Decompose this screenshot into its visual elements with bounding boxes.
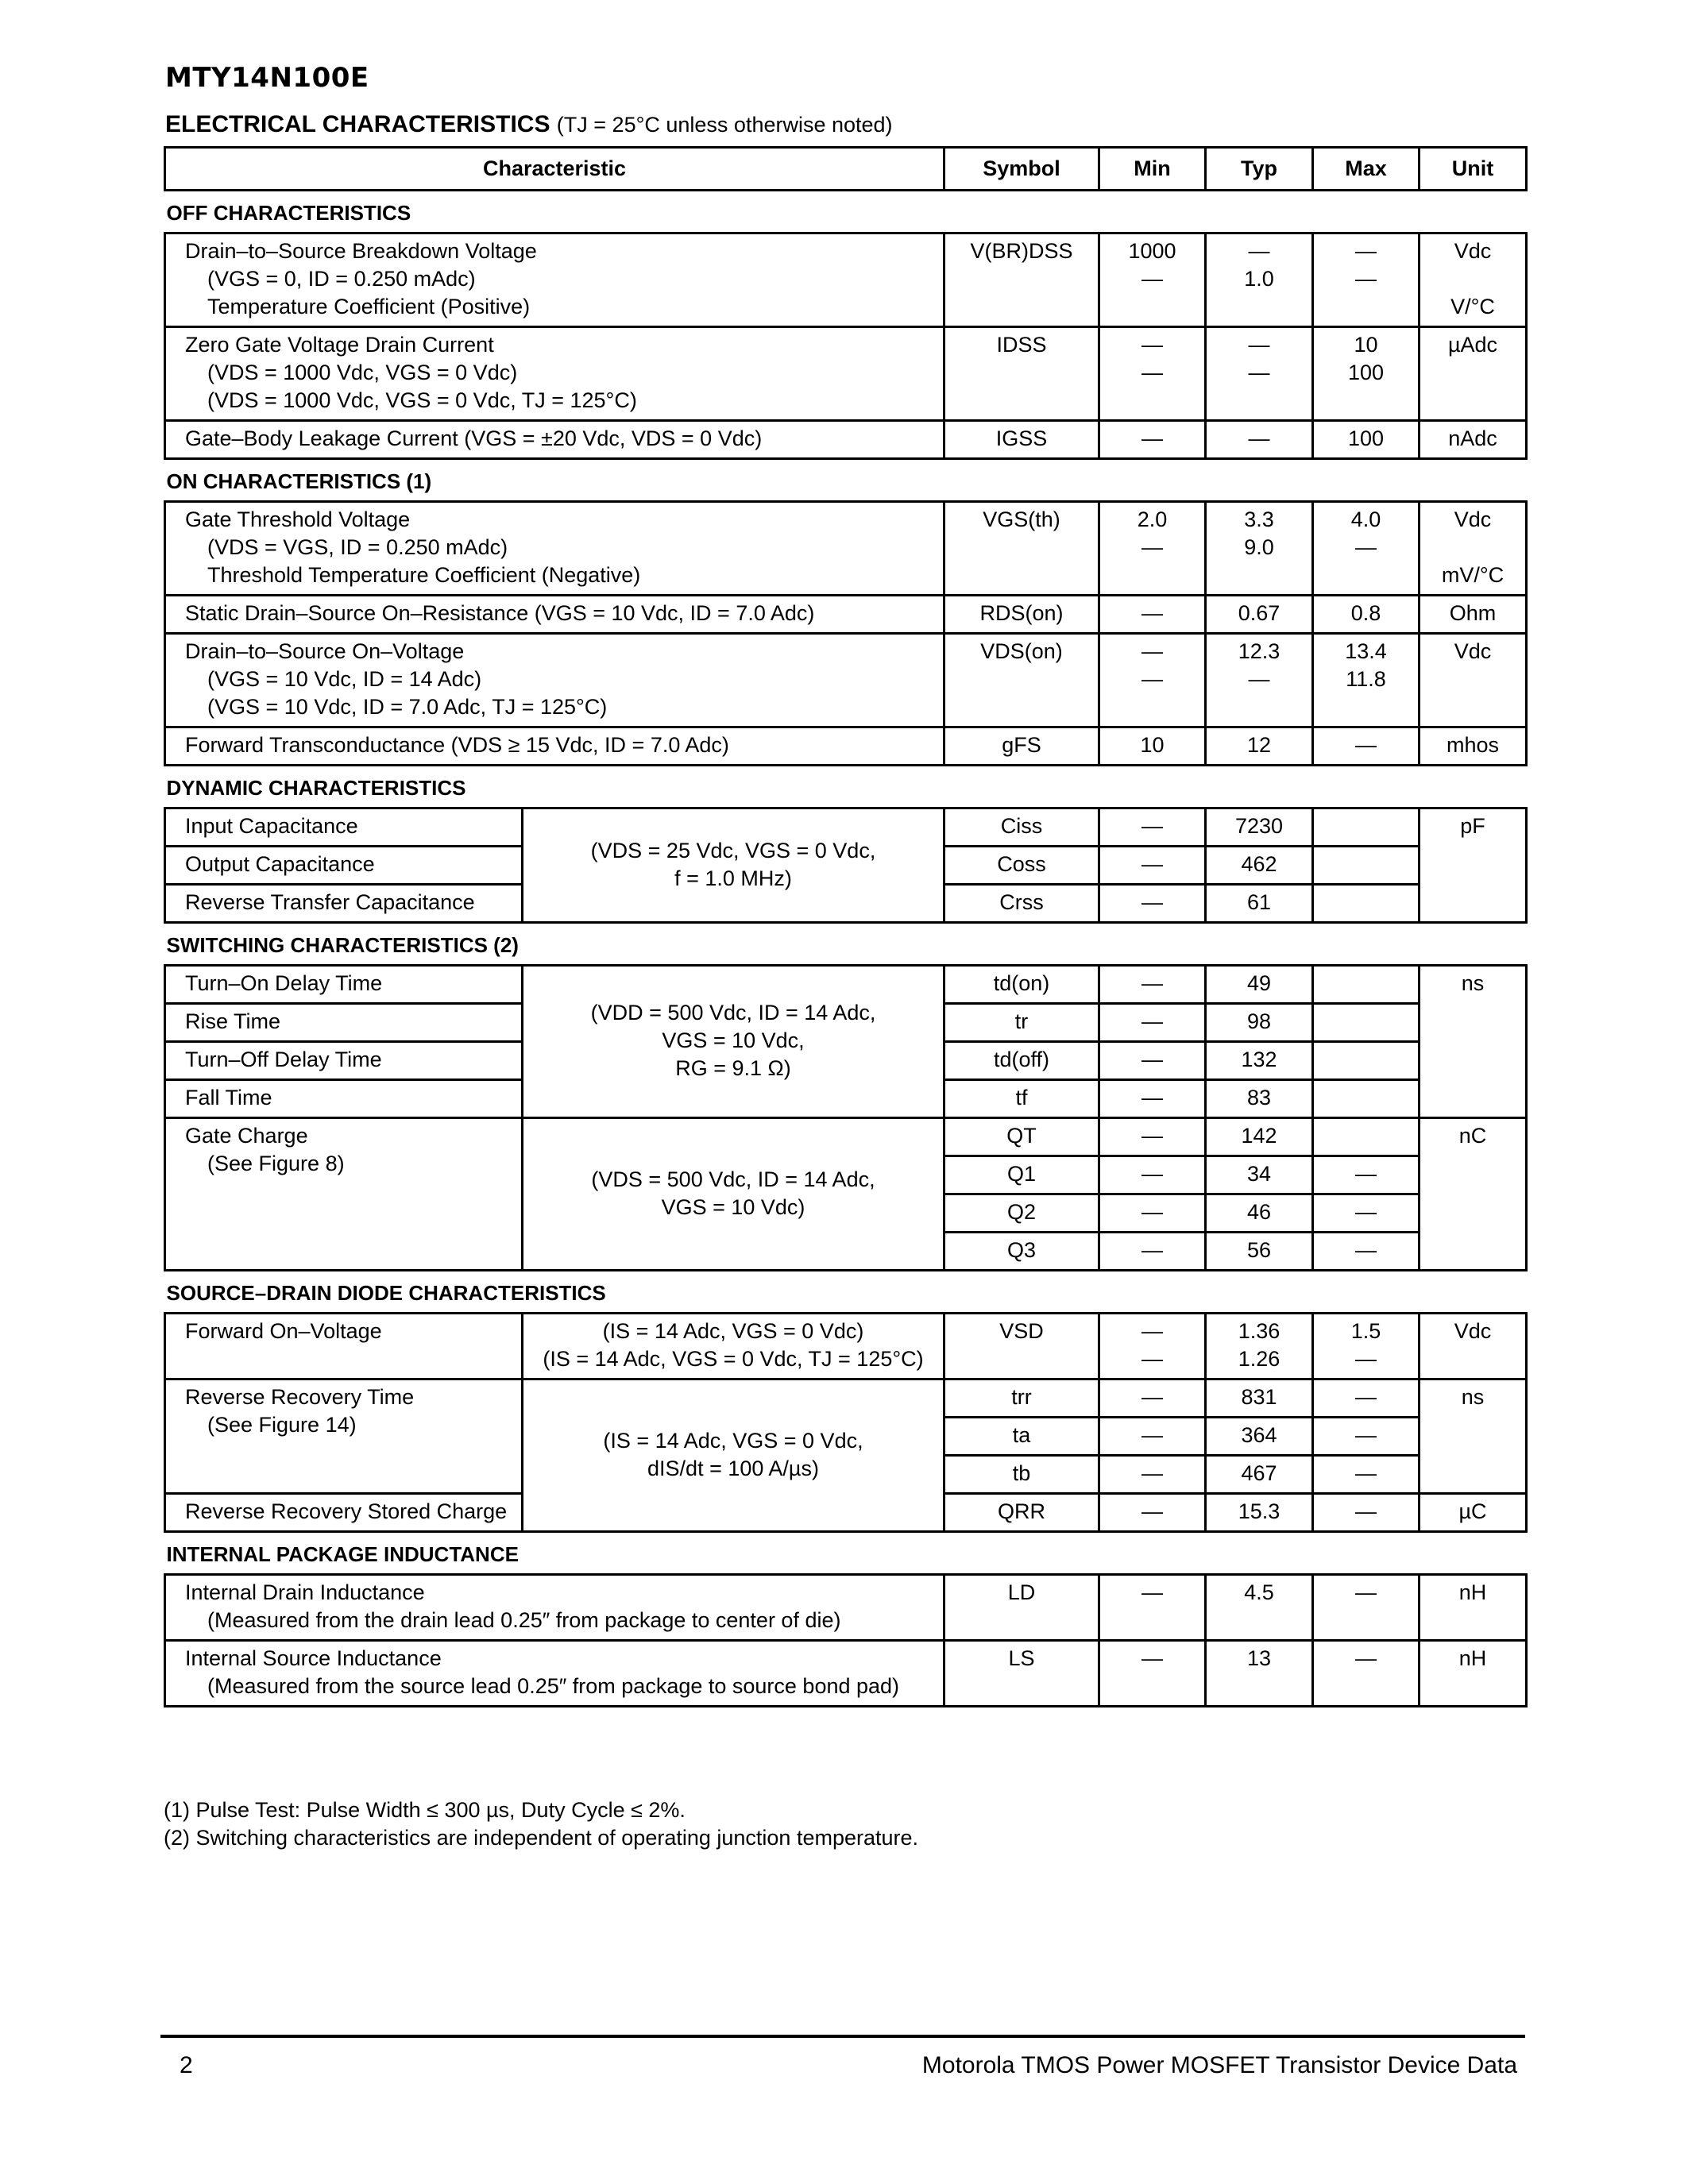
- char-name: Output Capacitance: [165, 847, 523, 885]
- footer-text: Motorola TMOS Power MOSFET Transistor Device Data: [921, 2052, 1517, 2078]
- condition-line: VGS = 10 Vdc): [661, 1194, 805, 1219]
- max-cell: [1313, 847, 1420, 885]
- max-cell: [1313, 1080, 1420, 1118]
- value: 1000: [1128, 239, 1176, 263]
- char-name: Gate Threshold Voltage: [185, 507, 411, 531]
- symbol-cell: Q3: [944, 1233, 1099, 1271]
- char-name: Zero Gate Voltage Drain Current: [185, 333, 494, 357]
- typ-cell: 56: [1206, 1233, 1313, 1271]
- min-cell: —: [1099, 1194, 1206, 1233]
- char-name: Input Capacitance: [165, 808, 523, 847]
- symbol-cell: Q2: [944, 1194, 1099, 1233]
- part-number: MTY14N100E: [165, 62, 369, 94]
- symbol-cell: Q1: [944, 1156, 1099, 1194]
- min-cell: —: [1099, 1118, 1206, 1156]
- section-row-dynamic: [165, 766, 1527, 808]
- min-cell: —: [1099, 1456, 1206, 1494]
- symbol-cell: V(BR)DSS: [944, 233, 1099, 327]
- char-condition: Temperature Coefficient (Positive): [207, 295, 531, 318]
- section-row-off: [165, 191, 1527, 233]
- min-cell: [1099, 502, 1206, 596]
- symbol-cell: trr: [944, 1379, 1099, 1418]
- char-note: (See Figure 14): [207, 1413, 357, 1437]
- table-row: [165, 727, 1527, 766]
- char-name: Turn–On Delay Time: [165, 966, 523, 1004]
- section-title: SWITCHING CHARACTERISTICS (2): [165, 923, 1527, 966]
- table-row: [165, 1314, 1527, 1379]
- test-condition-cell: [523, 808, 944, 923]
- char-condition: (VGS = 10 Vdc, ID = 14 Adc): [207, 667, 482, 691]
- char-name: Rise Time: [165, 1004, 523, 1042]
- char-condition: (VGS = 0, ID = 0.250 mAdc): [207, 267, 476, 291]
- table-row: [165, 421, 1527, 459]
- typ-cell: —: [1206, 421, 1313, 459]
- value: —: [1141, 361, 1163, 384]
- section-row-source-drain: [165, 1271, 1527, 1314]
- condition-line: (IS = 14 Adc, VGS = 0 Vdc, TJ = 125°C): [543, 1347, 924, 1371]
- electrical-characteristics-table: [164, 146, 1528, 1707]
- min-cell: —: [1099, 1233, 1206, 1271]
- footnotes: [164, 1796, 918, 1852]
- value: —: [1141, 333, 1163, 357]
- value: Vdc: [1454, 507, 1492, 531]
- min-cell: [1099, 233, 1206, 327]
- max-cell: —: [1313, 1156, 1420, 1194]
- min-cell: —: [1099, 1575, 1206, 1641]
- unit-cell: ns: [1420, 1379, 1527, 1494]
- col-header-max: Max: [1313, 148, 1420, 191]
- max-cell: —: [1313, 1418, 1420, 1456]
- char-condition: (VDS = 1000 Vdc, VGS = 0 Vdc, TJ = 125°C): [207, 388, 637, 412]
- min-cell: —: [1099, 1156, 1206, 1194]
- typ-cell: 83: [1206, 1080, 1313, 1118]
- value: Vdc: [1454, 239, 1492, 263]
- value: 1.36: [1238, 1319, 1280, 1343]
- unit-cell: nH: [1420, 1575, 1527, 1641]
- min-cell: 10: [1099, 727, 1206, 766]
- section-title: DYNAMIC CHARACTERISTICS: [165, 766, 1527, 808]
- value: 11.8: [1346, 667, 1386, 691]
- max-cell: —: [1313, 727, 1420, 766]
- typ-cell: 0.67: [1206, 596, 1313, 634]
- char-name: Internal Drain Inductance: [185, 1580, 425, 1604]
- table-row: [165, 1118, 1527, 1156]
- unit-cell: Vdc: [1420, 634, 1527, 727]
- max-cell: [1313, 327, 1420, 421]
- min-cell: —: [1099, 1379, 1206, 1418]
- max-cell: —: [1313, 1456, 1420, 1494]
- typ-cell: 61: [1206, 885, 1313, 923]
- condition-line: RG = 9.1 Ω): [675, 1056, 791, 1080]
- value: —: [1141, 667, 1163, 691]
- min-cell: [1099, 1314, 1206, 1379]
- symbol-cell: QT: [944, 1118, 1099, 1156]
- value: —: [1355, 1347, 1377, 1371]
- symbol-cell: LS: [944, 1641, 1099, 1707]
- value: —: [1355, 535, 1377, 559]
- char-condition: (Measured from the source lead 0.25″ from package to source bond pad): [207, 1674, 900, 1698]
- value: 100: [1347, 361, 1385, 384]
- char-condition: (VDS = VGS, ID = 0.250 mAdc): [207, 535, 508, 559]
- min-cell: —: [1099, 1494, 1206, 1532]
- value: 12.3: [1238, 639, 1280, 663]
- value: 1.5: [1350, 1319, 1381, 1343]
- max-cell: [1313, 808, 1420, 847]
- section-row-on: [165, 459, 1527, 502]
- unit-cell: µAdc: [1420, 327, 1527, 421]
- value: —: [1141, 1319, 1163, 1343]
- char-condition: (VGS = 10 Vdc, ID = 7.0 Adc, TJ = 125°C): [207, 695, 608, 719]
- min-cell: [1099, 327, 1206, 421]
- characteristic-cell: [165, 1379, 523, 1494]
- unit-cell: [1420, 233, 1527, 327]
- condition-line: (VDD = 500 Vdc, ID = 14 Adc,: [590, 1001, 876, 1024]
- test-condition-cell: [523, 966, 944, 1118]
- max-cell: 100: [1313, 421, 1420, 459]
- col-header-min: Min: [1099, 148, 1206, 191]
- table-row: [165, 1641, 1527, 1707]
- min-cell: [1099, 634, 1206, 727]
- max-cell: [1313, 966, 1420, 1004]
- symbol-cell: VDS(on): [944, 634, 1099, 727]
- unit-cell: Ohm: [1420, 596, 1527, 634]
- char-name: Forward Transconductance (VDS ≥ 15 Vdc, ID = 7.0 Adc): [165, 727, 944, 766]
- value: 3.3: [1244, 507, 1274, 531]
- char-condition: (VDS = 1000 Vdc, VGS = 0 Vdc): [207, 361, 518, 384]
- value: 2.0: [1137, 507, 1168, 531]
- test-condition-cell: [523, 1314, 944, 1379]
- typ-cell: 142: [1206, 1118, 1313, 1156]
- typ-cell: [1206, 502, 1313, 596]
- condition-line: (IS = 14 Adc, VGS = 0 Vdc): [602, 1319, 864, 1343]
- symbol-cell: VGS(th): [944, 502, 1099, 596]
- col-header-unit: Unit: [1420, 148, 1527, 191]
- char-name: Gate–Body Leakage Current (VGS = ±20 Vdc, VDS = 0 Vdc): [165, 421, 944, 459]
- typ-cell: 462: [1206, 847, 1313, 885]
- table-row: [165, 327, 1527, 421]
- value: —: [1248, 239, 1270, 263]
- char-name: Drain–to–Source Breakdown Voltage: [185, 239, 537, 263]
- max-cell: —: [1313, 1575, 1420, 1641]
- value: 9.0: [1244, 535, 1274, 559]
- value: —: [1355, 239, 1377, 263]
- symbol-cell: LD: [944, 1575, 1099, 1641]
- unit-cell: nAdc: [1420, 421, 1527, 459]
- symbol-cell: RDS(on): [944, 596, 1099, 634]
- max-cell: [1313, 634, 1420, 727]
- min-cell: —: [1099, 808, 1206, 847]
- condition-line: f = 1.0 MHz): [674, 866, 792, 890]
- unit-cell: nH: [1420, 1641, 1527, 1707]
- char-note: (See Figure 8): [207, 1152, 345, 1175]
- value: 4.0: [1350, 507, 1381, 531]
- condition-line: (VDS = 500 Vdc, ID = 14 Adc,: [591, 1167, 875, 1191]
- char-name: Static Drain–Source On–Resistance (VGS = 10 Vdc, ID = 7.0 Adc): [165, 596, 944, 634]
- symbol-cell: ta: [944, 1418, 1099, 1456]
- max-cell: [1313, 885, 1420, 923]
- section-title: SOURCE–DRAIN DIODE CHARACTERISTICS: [165, 1271, 1527, 1314]
- min-cell: —: [1099, 596, 1206, 634]
- min-cell: —: [1099, 847, 1206, 885]
- typ-cell: 364: [1206, 1418, 1313, 1456]
- value: —: [1248, 333, 1270, 357]
- min-cell: —: [1099, 966, 1206, 1004]
- typ-cell: 15.3: [1206, 1494, 1313, 1532]
- heading-condition: (TJ = 25°C unless otherwise noted): [556, 113, 893, 137]
- characteristic-cell: [165, 233, 944, 327]
- max-cell: 0.8: [1313, 596, 1420, 634]
- typ-cell: 13: [1206, 1641, 1313, 1707]
- typ-cell: 98: [1206, 1004, 1313, 1042]
- table-row: [165, 966, 1527, 1004]
- unit-cell: µC: [1420, 1494, 1527, 1532]
- symbol-cell: tb: [944, 1456, 1099, 1494]
- footer-divider: [160, 2035, 1525, 2038]
- unit-cell: [1420, 502, 1527, 596]
- value: mV/°C: [1441, 563, 1505, 587]
- table-row: [165, 1575, 1527, 1641]
- value: —: [1248, 667, 1270, 691]
- typ-cell: [1206, 327, 1313, 421]
- value: 1.26: [1238, 1347, 1280, 1371]
- section-title: ON CHARACTERISTICS (1): [165, 459, 1527, 502]
- test-condition-cell: [523, 1118, 944, 1271]
- char-name: Fall Time: [165, 1080, 523, 1118]
- max-cell: —: [1313, 1494, 1420, 1532]
- footnote: (1) Pulse Test: Pulse Width ≤ 300 µs, Duty Cycle ≤ 2%.: [164, 1798, 686, 1822]
- max-cell: —: [1313, 1233, 1420, 1271]
- unit-cell: pF: [1420, 808, 1527, 923]
- unit-cell: ns: [1420, 966, 1527, 1118]
- typ-cell: 46: [1206, 1194, 1313, 1233]
- typ-cell: 831: [1206, 1379, 1313, 1418]
- test-condition-cell: [523, 1379, 944, 1532]
- char-name: Reverse Transfer Capacitance: [165, 885, 523, 923]
- symbol-cell: Coss: [944, 847, 1099, 885]
- value: V/°C: [1450, 295, 1495, 318]
- col-header-typ: Typ: [1206, 148, 1313, 191]
- col-header-symbol: Symbol: [944, 148, 1099, 191]
- characteristic-cell: [165, 327, 944, 421]
- symbol-cell: gFS: [944, 727, 1099, 766]
- value: 13.4: [1345, 639, 1387, 663]
- condition-line: (VDS = 25 Vdc, VGS = 0 Vdc,: [590, 838, 876, 862]
- table-row: [165, 808, 1527, 847]
- unit-cell: Vdc: [1420, 1314, 1527, 1379]
- col-header-characteristic: Characteristic: [165, 148, 944, 191]
- typ-cell: 132: [1206, 1042, 1313, 1080]
- value: —: [1248, 361, 1270, 384]
- page-number: 2: [180, 2052, 193, 2078]
- table-row: [165, 596, 1527, 634]
- section-title: OFF CHARACTERISTICS: [165, 191, 1527, 233]
- char-condition: (Measured from the drain lead 0.25″ from package to center of die): [207, 1608, 841, 1632]
- typ-cell: [1206, 233, 1313, 327]
- min-cell: —: [1099, 1418, 1206, 1456]
- section-row-package: [165, 1532, 1527, 1575]
- table-row: [165, 502, 1527, 596]
- symbol-cell: td(on): [944, 966, 1099, 1004]
- characteristic-cell: [165, 1118, 523, 1271]
- char-name: Drain–to–Source On–Voltage: [185, 639, 465, 663]
- unit-cell: mhos: [1420, 727, 1527, 766]
- min-cell: —: [1099, 1641, 1206, 1707]
- symbol-cell: IDSS: [944, 327, 1099, 421]
- value: —: [1355, 267, 1377, 291]
- symbol-cell: Ciss: [944, 808, 1099, 847]
- symbol-cell: td(off): [944, 1042, 1099, 1080]
- max-cell: —: [1313, 1379, 1420, 1418]
- value: —: [1141, 267, 1163, 291]
- max-cell: [1313, 1004, 1420, 1042]
- symbol-cell: QRR: [944, 1494, 1099, 1532]
- char-name: Internal Source Inductance: [185, 1646, 442, 1670]
- min-cell: —: [1099, 1004, 1206, 1042]
- max-cell: —: [1313, 1641, 1420, 1707]
- max-cell: [1313, 1042, 1420, 1080]
- char-name: Turn–Off Delay Time: [165, 1042, 523, 1080]
- table-row: [165, 1379, 1527, 1418]
- symbol-cell: tr: [944, 1004, 1099, 1042]
- table-header-row: [165, 148, 1527, 191]
- unit-cell: nC: [1420, 1118, 1527, 1271]
- max-cell: [1313, 1118, 1420, 1156]
- max-cell: [1313, 233, 1420, 327]
- min-cell: —: [1099, 1042, 1206, 1080]
- char-name: Reverse Recovery Stored Charge: [165, 1494, 523, 1532]
- char-name: Forward On–Voltage: [165, 1314, 523, 1379]
- max-cell: [1313, 502, 1420, 596]
- char-name: Gate Charge: [185, 1124, 308, 1148]
- condition-line: (IS = 14 Adc, VGS = 0 Vdc,: [603, 1428, 863, 1453]
- typ-cell: 4.5: [1206, 1575, 1313, 1641]
- characteristic-cell: [165, 634, 944, 727]
- typ-cell: 34: [1206, 1156, 1313, 1194]
- char-name: Reverse Recovery Time: [185, 1385, 415, 1409]
- typ-cell: [1206, 1314, 1313, 1379]
- min-cell: —: [1099, 885, 1206, 923]
- section-heading: [165, 111, 893, 138]
- section-title: INTERNAL PACKAGE INDUCTANCE: [165, 1532, 1527, 1575]
- typ-cell: 7230: [1206, 808, 1313, 847]
- symbol-cell: IGSS: [944, 421, 1099, 459]
- value: —: [1141, 535, 1163, 559]
- typ-cell: 467: [1206, 1456, 1313, 1494]
- value: 10: [1354, 333, 1378, 357]
- char-condition: Threshold Temperature Coefficient (Negative): [207, 563, 641, 587]
- value: —: [1141, 639, 1163, 663]
- characteristic-cell: [165, 1575, 944, 1641]
- symbol-cell: VSD: [944, 1314, 1099, 1379]
- symbol-cell: Crss: [944, 885, 1099, 923]
- min-cell: —: [1099, 421, 1206, 459]
- typ-cell: 49: [1206, 966, 1313, 1004]
- characteristic-cell: [165, 1641, 944, 1707]
- heading-title: ELECTRICAL CHARACTERISTICS: [165, 111, 550, 137]
- footnote: (2) Switching characteristics are independent of operating junction temperature.: [164, 1826, 919, 1850]
- typ-cell: [1206, 634, 1313, 727]
- max-cell: [1313, 1314, 1420, 1379]
- value: —: [1141, 1347, 1163, 1371]
- condition-line: dIS/dt = 100 A/µs): [647, 1456, 819, 1480]
- table-row: [165, 233, 1527, 327]
- characteristic-cell: [165, 502, 944, 596]
- min-cell: —: [1099, 1080, 1206, 1118]
- max-cell: —: [1313, 1194, 1420, 1233]
- value: 1.0: [1244, 267, 1274, 291]
- table-row: [165, 634, 1527, 727]
- symbol-cell: tf: [944, 1080, 1099, 1118]
- typ-cell: 12: [1206, 727, 1313, 766]
- section-row-switching: [165, 923, 1527, 966]
- condition-line: VGS = 10 Vdc,: [662, 1028, 805, 1052]
